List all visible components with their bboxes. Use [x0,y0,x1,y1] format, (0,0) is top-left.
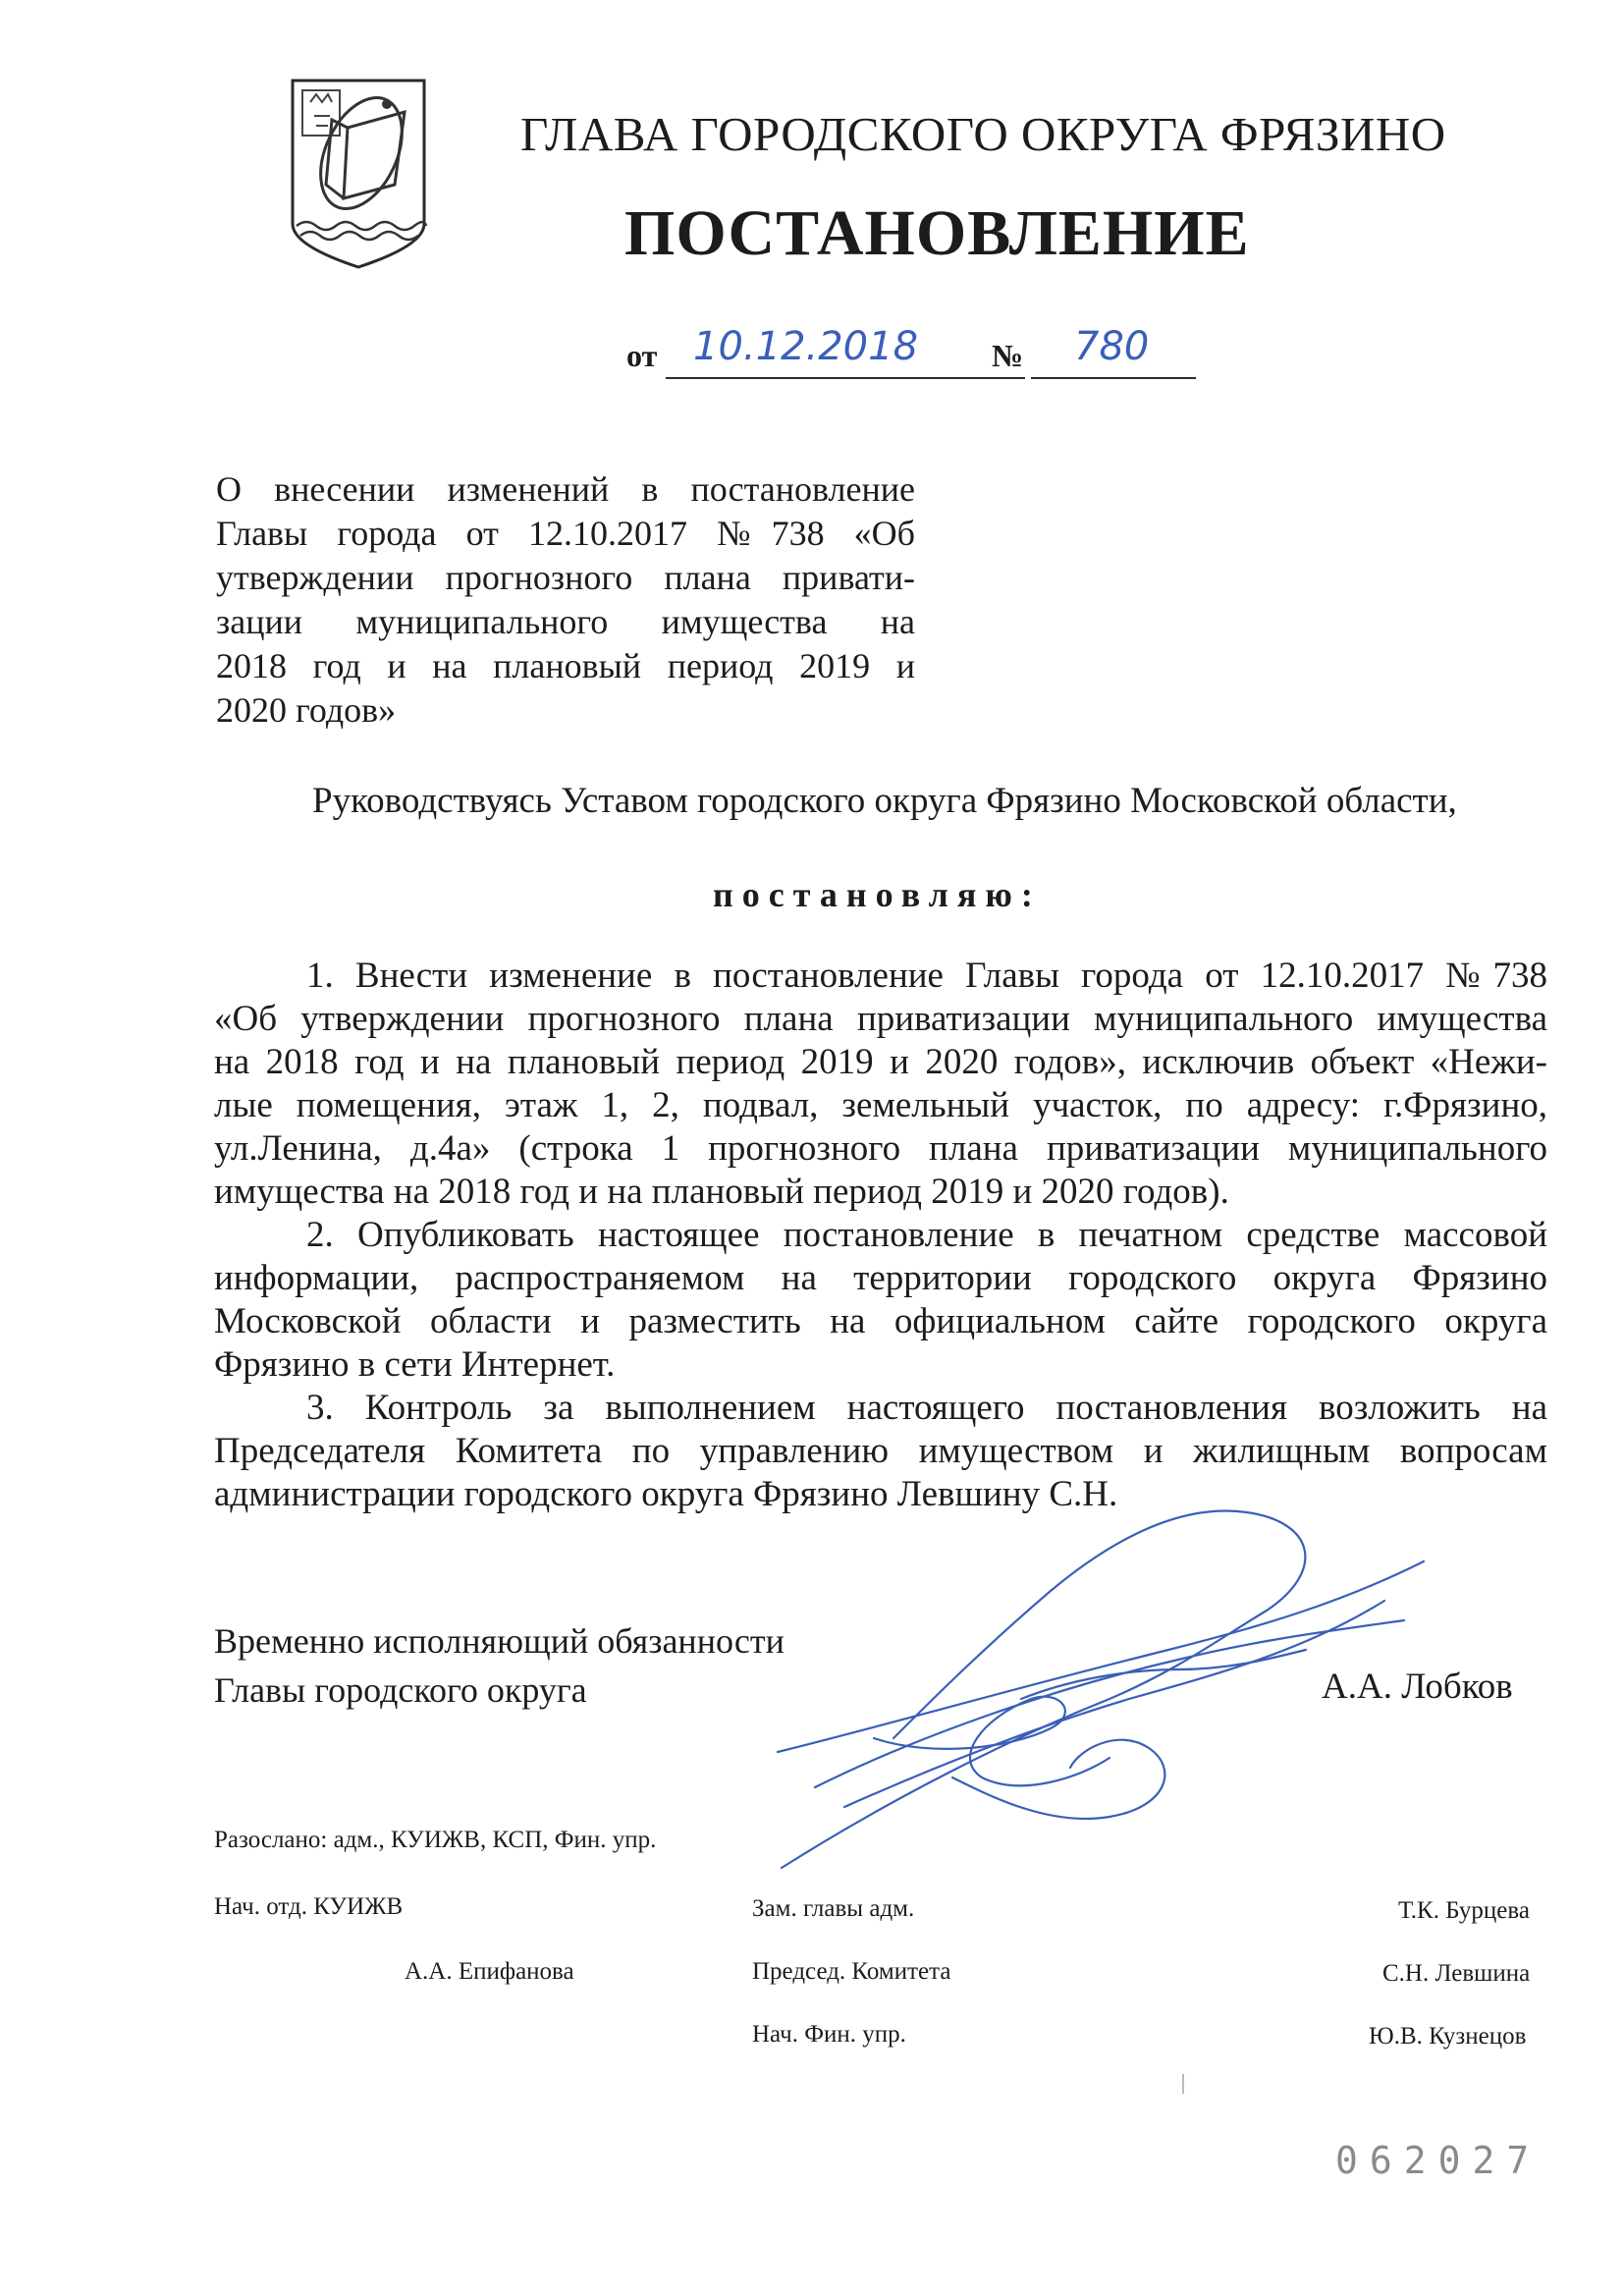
subject-line: О внесении изменений в постановление [216,469,915,509]
body-line: администрации городского округа Фрязино Левшину С.Н. [214,1474,1118,1514]
number-underline [1031,377,1196,379]
signatory-name: А.А. Лобков [1322,1667,1513,1707]
handwritten-number: 780 [1074,324,1150,369]
approval-right-name: Т.К. Бурцева [1398,1897,1530,1924]
body-line: Фрязино в сети Интернет. [214,1344,616,1385]
body-line: на 2018 год и на плановый период 2019 и 2020 годов», исключив объект «Нежи- [214,1042,1547,1082]
number-label: № [992,338,1024,373]
decree-body [214,955,1547,1516]
date-underline [666,377,1025,379]
position-line: Главы городского округа [214,1670,587,1710]
approval-mid-title: Нач. Фин. упр. [752,2021,906,2048]
subject-line: 2020 годов» [216,690,397,730]
position-line: Временно исполняющий обязанности [214,1621,784,1661]
serial-number: 062027 [1335,2139,1542,2182]
issuing-authority: ГЛАВА ГОРОДСКОГО ОКРУГА ФРЯЗИНО [520,107,1446,161]
subject-line: Главы города от 12.10.2017 №738 «Об [216,514,915,553]
subject-line: зации муниципального имущества на [216,602,915,641]
body-line: Председателя Комитета по управлению имуществом и жилищным вопросам [214,1431,1547,1471]
approval-right-name: Ю.В. Кузнецов [1369,2023,1527,2050]
approval-mid-title: Председ. Комитета [752,1958,951,1985]
decree-word: постановляю: [713,875,1042,914]
body-line: Московской области и разместить на официальном сайте городского округа [214,1301,1547,1341]
distribution-list: Разослано: адм., КУИЖВ, КСП, Фин. упр. [214,1827,657,1853]
date-from-label: от [626,338,658,373]
body-line: лые помещения, этаж 1, 2, подвал, земельный участок, по адресу: г.Фрязино, [214,1085,1547,1125]
coat-of-arms-emblem [287,77,430,269]
subject-line: утверждении прогнозного плана привати- [216,558,915,597]
signatory-position [214,1616,784,1715]
legal-basis: Руководствуясь Уставом городского округа Фрязино Московской области, [312,781,1457,821]
document-type-title: ПОСТАНОВЛЕНИЕ [624,197,1250,269]
handwritten-signature [756,1503,1463,1886]
approval-left-title: Нач. отд. КУИЖВ [214,1893,404,1920]
document-subject [216,467,915,733]
approval-mid-title: Зам. главы адм. [752,1895,915,1922]
subject-line: 2018 год и на плановый период 2019 и [216,646,915,685]
date-number-line [626,324,1216,383]
body-line: информации, распространяемом на территории городского округа Фрязино [214,1258,1547,1298]
body-line: имущества на 2018 год и на плановый период 2019 и 2020 годов). [214,1172,1229,1212]
approval-left-name: А.А. Епифанова [405,1958,574,1985]
body-line: «Об утверждении прогнозного плана приватизации муниципального имущества [214,999,1547,1039]
scan-mark [1182,2074,1194,2094]
body-line: 1. Внести изменение в постановление Главы города от 12.10.2017 №738 [306,956,1547,996]
handwritten-date: 10.12.2018 [693,324,919,369]
body-line: ул.Ленина, д.4а» (строка 1 прогнозного плана приватизации муниципального [214,1128,1547,1169]
body-line: 2. Опубликовать настоящее постановление в печатном средстве массовой [306,1215,1547,1255]
body-line: 3. Контроль за выполнением настоящего постановления возложить на [306,1388,1547,1428]
approval-right-name: С.Н. Левшина [1382,1960,1531,1987]
